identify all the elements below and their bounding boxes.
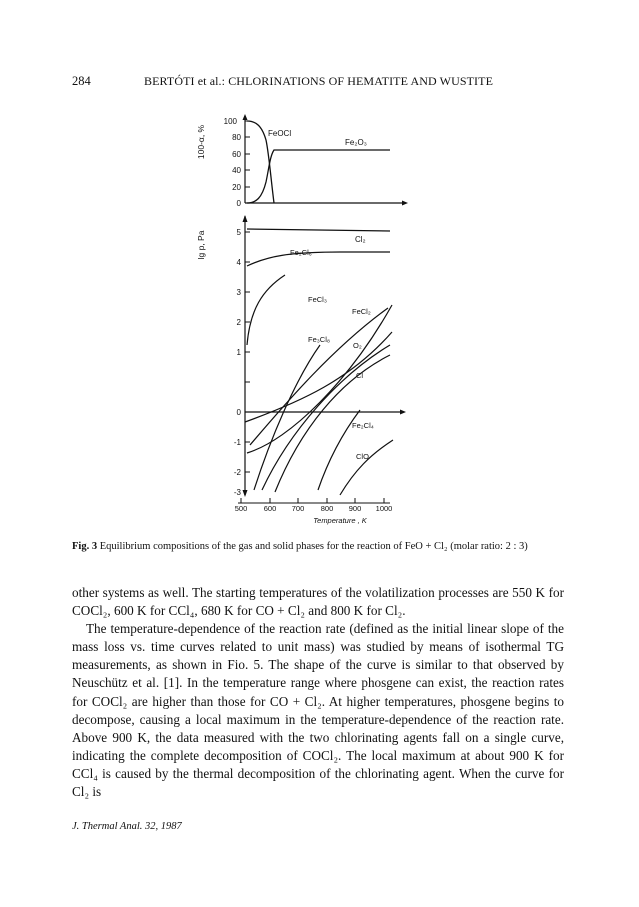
label-fecl3: FeCl₃: [308, 295, 327, 304]
cl2-curve: [247, 229, 390, 231]
top-tick-80: 80: [232, 133, 241, 142]
x-tick-500: 500: [234, 504, 248, 513]
bottom-tick-m2: -2: [233, 468, 241, 477]
bottom-tick-3: 3: [236, 288, 241, 297]
top-tick-100: 100: [223, 117, 237, 126]
bottom-tick-2: 2: [236, 318, 241, 327]
bottom-tick-m1: -1: [233, 438, 241, 447]
figure-3: [190, 110, 440, 530]
label-feocl: FeOCl: [268, 129, 292, 138]
x-axis: [235, 498, 393, 525]
label-fe2cl4: Fe₂Cl₄: [352, 421, 374, 430]
fecl3-curve: [247, 275, 285, 345]
running-title: BERTÓTI et al.: CHLORINATIONS OF HEMATITE AND WUSTITE: [144, 74, 493, 88]
x-tick-1000: 1000: [375, 504, 393, 513]
caption-label: Fig. 3: [72, 541, 98, 552]
caption-text: Equilibrium compositions of the gas and solid phases for the reaction of FeO + Cl₂ (molar ratio: 2 : 3): [99, 541, 528, 552]
figure-svg: [190, 110, 440, 530]
page-header: [72, 74, 592, 90]
clo-curve: [340, 440, 393, 495]
o2-curve: [245, 332, 392, 422]
label-fe2cl6: Fe₂Cl₆: [290, 248, 312, 257]
journal-footer: J. Thermal Anal. 32, 1987: [72, 821, 182, 832]
top-panel: [196, 114, 408, 208]
fe2cl6-curve: [247, 252, 390, 266]
label-fecl2: FeCl₂: [352, 307, 371, 316]
paragraph-1: other systems as well. The starting temperatures of the volatilization processes are 550 K for COCl₂, 600 K for CCl₄, 680 K for CO + Cl₂ and 800 K for Cl₂.: [72, 585, 564, 619]
label-o2: O₂: [353, 341, 362, 350]
x-tick-800: 800: [320, 504, 334, 513]
bottom-panel-ylabel: lg p, Pa: [196, 230, 206, 260]
x-axis-label: Temperature , K: [313, 516, 367, 525]
x-tick-700: 700: [291, 504, 305, 513]
label-cl2: Cl₂: [355, 235, 366, 244]
label-fe3cl8: Fe₃Cl₈: [308, 335, 330, 344]
top-tick-20: 20: [232, 183, 241, 192]
fecl2-curve: [247, 305, 392, 453]
bottom-tick-1: 1: [236, 348, 241, 357]
top-tick-60: 60: [232, 150, 241, 159]
bottom-panel: [196, 215, 406, 497]
top-panel-ylabel: 100-α, %: [196, 124, 206, 160]
label-cl: Cl: [356, 371, 364, 380]
label-fe2o3: Fe₂O₃: [345, 138, 367, 147]
bottom-tick-m3: -3: [233, 488, 241, 497]
bottom-tick-0: 0: [236, 408, 241, 417]
body-text: [72, 584, 564, 801]
curve-a: [254, 345, 320, 490]
bottom-tick-4: 4: [236, 258, 241, 267]
page-number: 284: [72, 74, 91, 88]
x-tick-900: 900: [348, 504, 362, 513]
x-tick-600: 600: [263, 504, 277, 513]
figure-caption: [72, 540, 562, 553]
bottom-tick-5: 5: [236, 228, 241, 237]
paragraph-2: The temperature-dependence of the reaction rate (defined as the initial linear slope of the mass loss vs. time curves related to unit mass) was studied by means of isothermal TG measurements, as shown in Fio. 5. The shape of the curve is similar to that observed by Neuschütz et al. [1]. In the temperature range where phosgene can exist, the reaction rates for COCl₂ are higher than those for CO + Cl₂. At higher temperatures, phosgene begins to decompose, causing a local maximum in the temperature-dependence of the reaction rate. Above 900 K, the data measured with the two chlorinating agents fall on a single curve, indicating the complete decomposition of COCl₂. The local maximum at about 900 K for CCl₄ is caused by the thermal decomposition of the chlorinating agent. When the curve for Cl₂ is: [72, 621, 564, 800]
label-clo: ClO: [356, 452, 369, 461]
top-tick-0: 0: [236, 199, 241, 208]
top-tick-40: 40: [232, 166, 241, 175]
